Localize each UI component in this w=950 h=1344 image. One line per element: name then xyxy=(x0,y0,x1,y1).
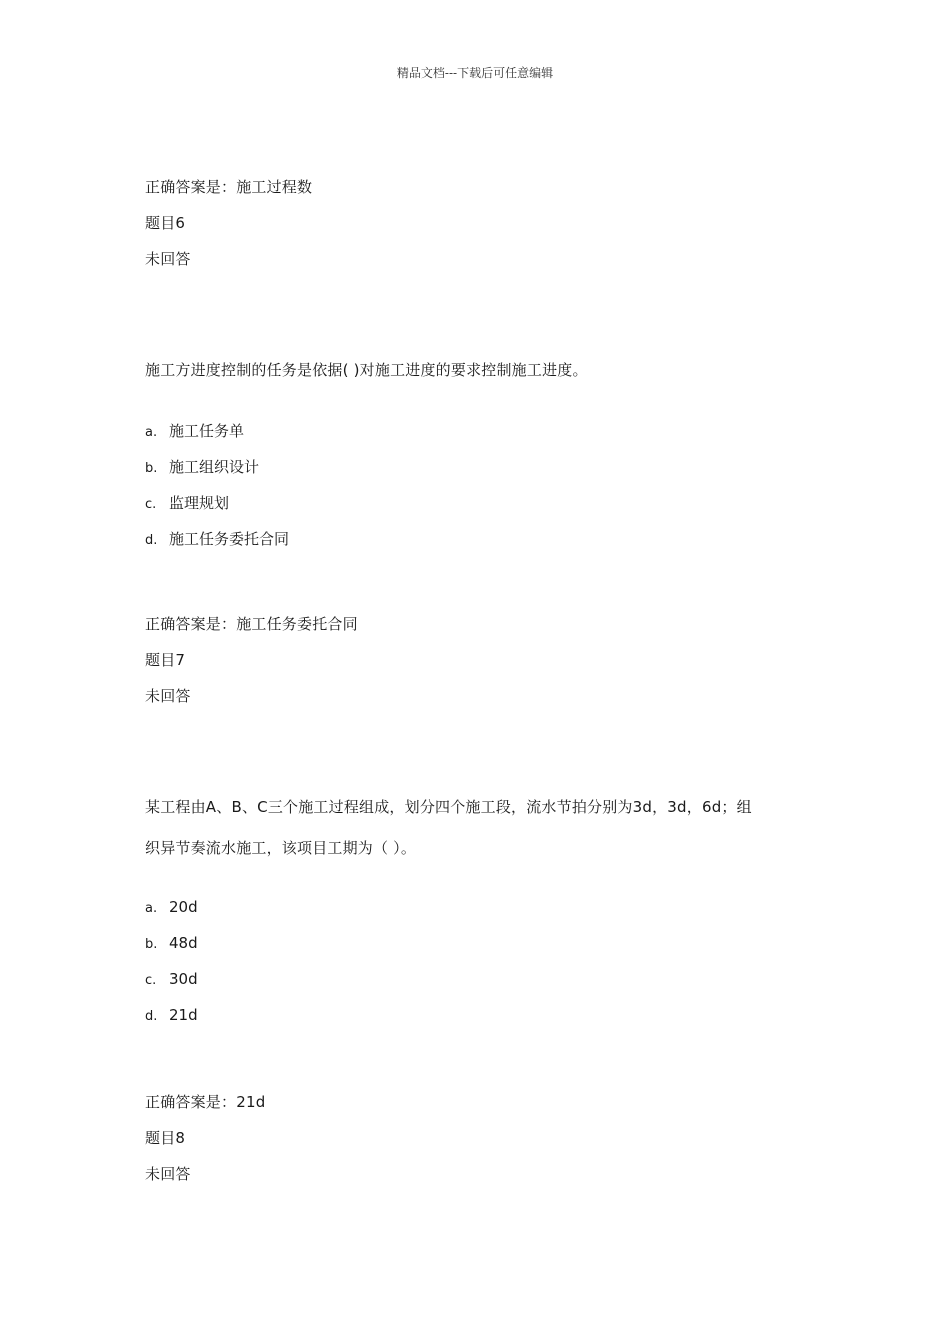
answer-text: 正确答案是：施工任务委托合同 xyxy=(145,615,358,633)
option-key: a. xyxy=(145,425,158,440)
option-key: d. xyxy=(145,533,158,548)
option-a[interactable] xyxy=(145,420,244,441)
question-title: 题目7 xyxy=(145,651,186,669)
option-label: 施工组织设计 xyxy=(169,458,260,476)
option-key: d. xyxy=(145,1009,158,1024)
option-b[interactable] xyxy=(145,456,259,477)
option-label: 20d xyxy=(169,898,198,916)
option-label: 监理规划 xyxy=(169,494,230,512)
question-text-line2: 织异节奏流水施工，该项目工期为（ ）。 xyxy=(145,839,417,857)
question-text: 施工方进度控制的任务是依据( )对施工进度的要求控制施工进度。 xyxy=(145,361,588,379)
option-d[interactable] xyxy=(145,1006,198,1024)
question-text-line1: 某工程由A、B、C三个施工过程组成，划分四个施工段，流水节拍分别为3d，3d，6d；组 xyxy=(145,798,752,816)
option-b[interactable] xyxy=(145,934,198,952)
question-title: 题目8 xyxy=(145,1129,186,1147)
answer-text: 正确答案是：21d xyxy=(145,1093,266,1111)
option-key: c. xyxy=(145,497,157,512)
option-key: a. xyxy=(145,901,158,916)
question-status: 未回答 xyxy=(145,1165,191,1183)
option-label: 30d xyxy=(169,970,198,988)
option-d[interactable] xyxy=(145,528,289,549)
page-header: 精品文档---下载后可任意编辑 xyxy=(396,66,554,80)
option-c[interactable] xyxy=(145,970,198,988)
option-label: 48d xyxy=(169,934,198,952)
option-label: 施工任务委托合同 xyxy=(169,530,290,548)
option-key: b. xyxy=(145,461,158,476)
option-label: 施工任务单 xyxy=(169,422,245,440)
option-c[interactable] xyxy=(145,492,229,513)
answer-text: 正确答案是：施工过程数 xyxy=(145,178,313,196)
option-key: b. xyxy=(145,937,158,952)
question-title: 题目6 xyxy=(145,214,186,232)
option-a[interactable] xyxy=(145,898,198,916)
question-status: 未回答 xyxy=(145,250,191,268)
question-status: 未回答 xyxy=(145,687,191,705)
option-key: c. xyxy=(145,973,157,988)
option-label: 21d xyxy=(169,1006,198,1024)
